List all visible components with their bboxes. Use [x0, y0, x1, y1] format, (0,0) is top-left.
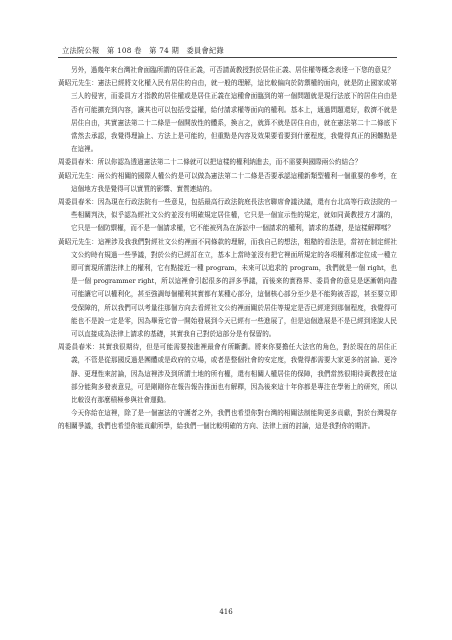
paragraph: 周委員春米：其實我很期待，但是可能需要按進裡最會有所斷劃。將來你要擔任大法官的角色，對於現在的居住正義，不管是從那國反過是團體或是政府的立場，或者是整個社會的安定度，我覺得都需要大家更多的討論、更冷靜、更理性來討論，因為這裡涉及到所謂土地的所有權，還有相關人權居住的保障，我們當然很期待黃教授在這部分能夠多發表意見，可是剛剛你在報告報告推面也有解釋，因為後來這十年你都是專注在學術上的研究，所以比較沒有那麼積極參與社會運動。	[58, 343, 397, 405]
paragraph: 黃昭元先生：憲法已經將文化權入民有居住的自由，就一般的理解，這比較偏向於防禦權的面向，就是防止國家或第三人的侵害，而委員方才指教的居住權或是居住正義在這種會面臨到的第一個問題就是現行法底下的居住自由是否有可能擴充到內容，讓其也可以包括受益權，給付請求權等面向的權利。基本上，通過問題還好，救濟不就是居住自由，其實憲法第二十二條是一個開放性的體系，換言之，就算不就是居住自由，就在憲法第二十二條底下當然去承認，我覺得理論上、方法上是可能的，但重點是內容及效果要看要到什麼程度，我覺得真正的困難點是在這裡。	[58, 79, 397, 154]
paragraph: 周委員春米：所以你認為透過憲法第二十二條就可以把這樣的權利納進去，而不需要與國際兩公約結合？	[58, 158, 362, 167]
page-header: 立法院公報 第 108 卷 第 74 期 委員會紀錄	[62, 46, 224, 55]
paragraph: 另外，過幾年來台灣社會面臨所謂的居住正義，可否請黃教授對於居住正義、居住權等概念表達一下您的意見？	[71, 66, 395, 74]
header-rule	[58, 57, 397, 58]
document-body	[58, 64, 397, 434]
paragraph: 黃昭元先生：兩公約相關的國際人權公約是可以做為憲法第二十二條是否要承認這種新類型權利一個重要的參考，在這個地方我是覺得可以實質的影響、實質連結的。	[58, 171, 397, 193]
paragraph: 黃昭元先生：這裡涉及我我們對經社文公約裡面不同條款的理解，而我自己的想法，粗糙的看法是，當初在制定經社文公約時有規過一些爭議，對於公約已經訂在立，基本上當時並沒有把它裡面所規定的各項權利都定位成一種立即可實現所謂法律上的權利，它有點接近一種 program，未來可以追求的 program，我們就是一個 right，也是一個 programmer right，所以這裡會引起很多的評多爭議，而後來的實務界、委員會的意見是逐漸朝向盡可能讓它可以權利化，甚至強調每個權利其實都有某種心部分，這個核心部分至少是不能夠被否認，甚至要立即受保障的，所以我們可以考量往那個方向去看經社文公約裡面關於居住等規定是否已經達到那個程度，我覺得可能也不是說一定是零，因為畢竟它曾一開始發展到今天已經有一些進展了，但是這個進展是不是已經到達說人民可以直接成為法律上請求的基礎，其實我自己對於這部分是有保留的。	[58, 237, 397, 339]
paragraph: 周委員春米：因為現在行政法院有一些意見，包括最高行政法院庭長法官聯席會議決議，還有台北高等行政法院的一些相關判決，似乎認為經社文公約並沒有明確規定居住權，它只是一個宣示性的規定，就如同黃教授方才講的，它只是一個防禦權，而不是一個請求權，它不能被列為在訴訟中一個請求的權利，請求的基礎，是這樣解釋嗎？	[58, 198, 397, 233]
paragraph: 今天你給在這裡，除了是一個憲法的守護者之外，我們也希望你對台灣的相關法制能夠更多貢獻，對於台灣現存的相關爭議，我們也希望你能貢獻所學，給我們一個比較明確的方向、法律上面的討論，這是我對你的期許。	[58, 409, 397, 431]
page-number: 416	[219, 608, 233, 616]
